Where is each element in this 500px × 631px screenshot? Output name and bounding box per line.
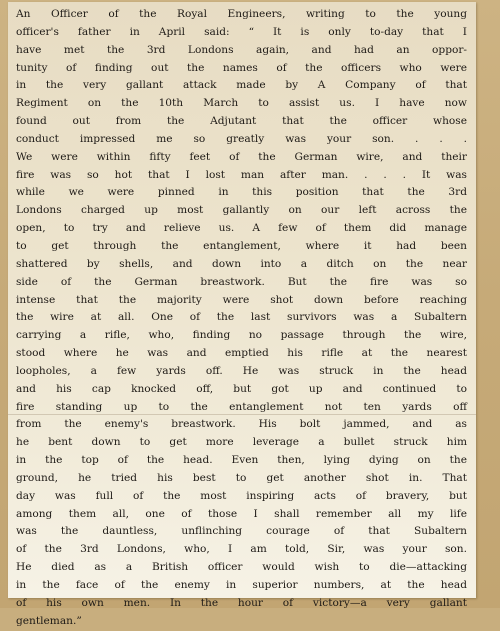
article-line: among them all, one of those I shall remember all my life (16, 507, 467, 520)
article-line: conduct impressed me so greatly was your son. . . . (16, 132, 467, 145)
article-line: open, to try and relieve us. A few of them did manage (16, 222, 467, 235)
article-line: fire standing up to the entanglement not ten yards off (16, 400, 467, 413)
article-line: of the 3rd Londons, who, I am told, Sir, was your son. (16, 543, 467, 556)
article-line: in the face of the enemy in superior numbers, at the head (16, 579, 467, 591)
article-line: tunity of finding out the names of the officers who were (16, 61, 467, 74)
article-line: he bent down to get more leverage a bullet struck him (16, 436, 467, 449)
article-line: gentleman.” (16, 614, 82, 627)
newspaper-clipping (8, 2, 476, 627)
article-line: shattered by shells, and down into a ditch on the near (16, 257, 467, 270)
article-line: have met the 3rd Londons again, and had an oppor- (16, 43, 467, 56)
article-line: fire was so hot that I lost man after man. . . . It was (16, 168, 467, 181)
article-line: was the dauntless, unflinching courage of that Subaltern (16, 525, 467, 538)
article-line: day was full of the most inspiring acts of bravery, but (16, 489, 467, 502)
article-line: from the enemy's breastwork. His bolt jammed, and as (16, 418, 467, 431)
article-line: Regiment on the 10th March to assist us. I have now (16, 97, 467, 110)
article-line: Londons charged up most gallantly on our left across the (16, 204, 467, 217)
article-line: stood where he was and emptied his rifle at the nearest (16, 347, 467, 360)
article-line: of his own men. In the hour of victory—a very gallant (16, 596, 467, 609)
article-line: side of the German breastwork. But the fire was so (16, 275, 467, 288)
article-line: while we were pinned in this position that the 3rd (16, 186, 467, 199)
article-line: carrying a rifle, who, finding no passage through the wire, (16, 329, 467, 342)
article-text (16, 6, 467, 631)
article-line: intense that the majority were shot down before reaching (16, 293, 467, 306)
article-line: loopholes, a few yards off. He was struck in the head (16, 364, 467, 377)
article-line: An Officer of the Royal Engineers, writing to the young (16, 8, 467, 20)
article-line: to get through the entanglement, where it had been (16, 239, 467, 252)
article-line: officer's father in April said: “ It is only to-day that I (16, 25, 467, 38)
article-line: and his cap knocked off, but got up and continued to (16, 382, 467, 395)
article-line: We were within fifty feet of the German wire, and their (16, 150, 467, 163)
article-line: the wire at all. One of the last survivors was a Subaltern (16, 311, 467, 324)
article-line: in the top of the head. Even then, lying dying on the (16, 454, 467, 467)
article-line: ground, he tried his best to get another shot in. That (16, 471, 467, 484)
article-line: found out from the Adjutant that the officer whose (16, 115, 467, 128)
article-line: in the very gallant attack made by A Company of that (16, 79, 467, 92)
article-line: He died as a British officer would wish to die—attacking (16, 561, 467, 574)
